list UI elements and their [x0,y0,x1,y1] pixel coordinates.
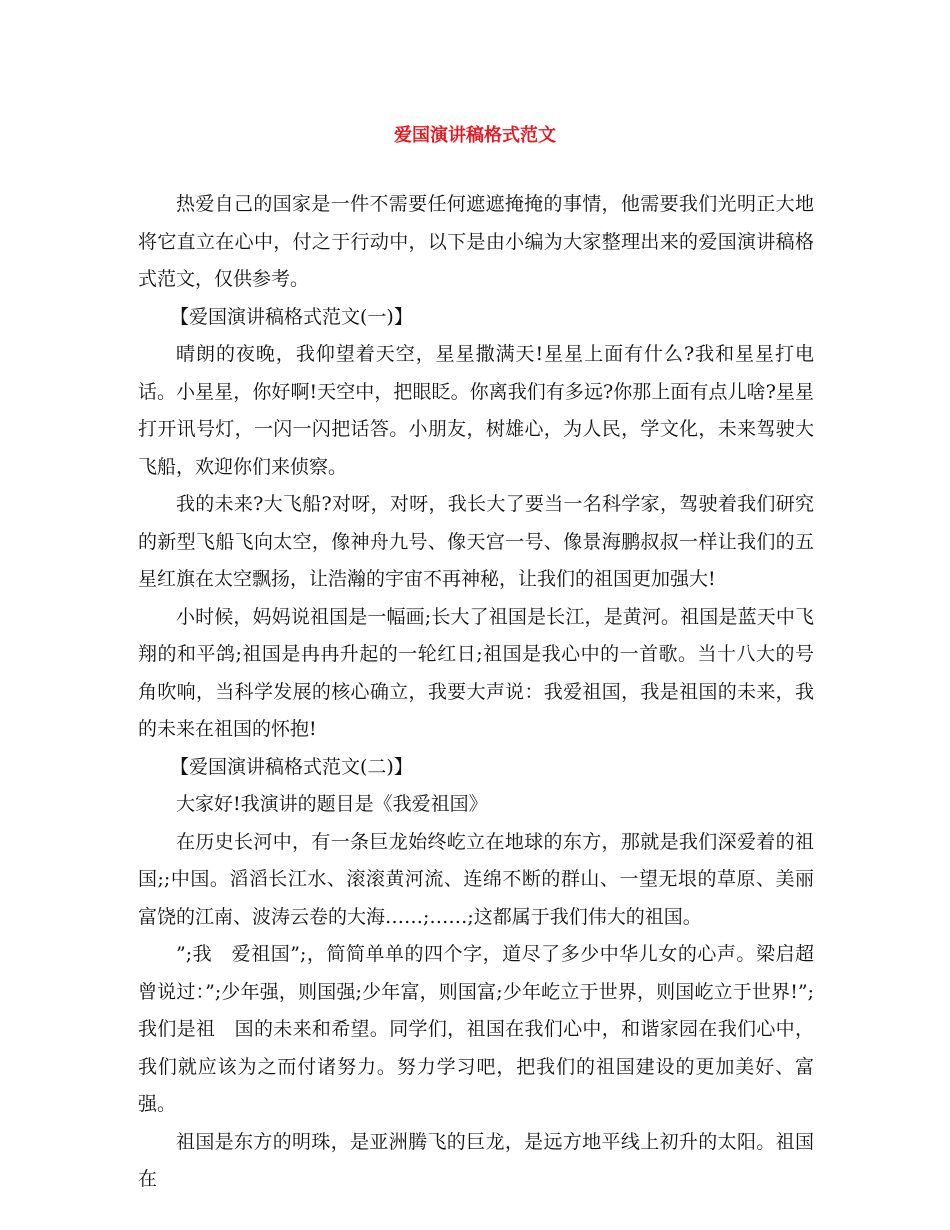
section-heading-2: 【爱国演讲稿格式范文(二)】 [170,755,413,778]
section2-paragraph: ”;我 爱祖国”;，简简单单的四个字，道尽了多少中华儿女的心声。梁启超曾说过：”;少年强，则国强;少年富，则国富;少年屹立于世界，则国屹立于世界!”;我们是祖 国的未来和希望。同学们，祖国在我们心中，和谐家园在我们心中，我们就应该为之而付诸努力。努力学习吧，把我们的祖国建设的更加美好、富强。 [138,943,814,1115]
section1-paragraph: 我的未来?大飞船?对呀，对呀，我长大了要当一名科学家，驾驶着我们研究的新型飞船飞向太空，像神舟九号、像天宫一号、像景海鹏叔叔一样让我们的五星红旗在太空飘扬，让浩瀚的宇宙不再神秘，让我们的祖国更加强大! [138,493,814,590]
section2-paragraph: 祖国是东方的明珠，是亚洲腾飞的巨龙，是远方地平线上初升的太阳。祖国在 [138,1130,814,1190]
document-body [138,186,814,1199]
speech-greeting: 大家好!我演讲的题目是《我爱祖国》 [176,793,488,815]
section1-paragraph: 晴朗的夜晚，我仰望着天空，星星撒满天!星星上面有什么?我和星星打电话。小星星，你好啊!天空中，把眼眨。你离我们有多远?你那上面有点儿啥?星星打开讯号灯，一闪一闪把话答。小朋友，树雄心，为人民，学文化，未来驾驶大飞船，欢迎你们来侦察。 [138,343,814,478]
section-heading-1: 【爱国演讲稿格式范文(一)】 [170,305,413,328]
section2-paragraph: 在历史长河中，有一条巨龙始终屹立在地球的东方，那就是我们深爱着的祖国;;中国。滔滔长江水、滚滚黄河流、连绵不断的群山、一望无垠的草原、美丽富饶的江南、波涛云卷的大海……;……;这都属于我们伟大的祖国。 [138,830,814,928]
document-title: 爱国演讲稿格式范文 [394,125,556,146]
section1-paragraph: 小时候，妈妈说祖国是一幅画;长大了祖国是长江，是黄河。祖国是蓝天中飞翔的和平鸽;祖国是冉冉升起的一轮红日;祖国是我心中的一首歌。当十八大的号角吹响，当科学发展的核心确立，我要大声说：我爱祖国，我是祖国的未来，我的未来在祖国的怀抱! [138,605,814,740]
intro-paragraph: 热爱自己的国家是一件不需要任何遮遮掩掩的事情，他需要我们光明正大地将它直立在心中，付之于行动中，以下是由小编为大家整理出来的爱国演讲稿格式范文，仅供参考。 [138,193,814,290]
